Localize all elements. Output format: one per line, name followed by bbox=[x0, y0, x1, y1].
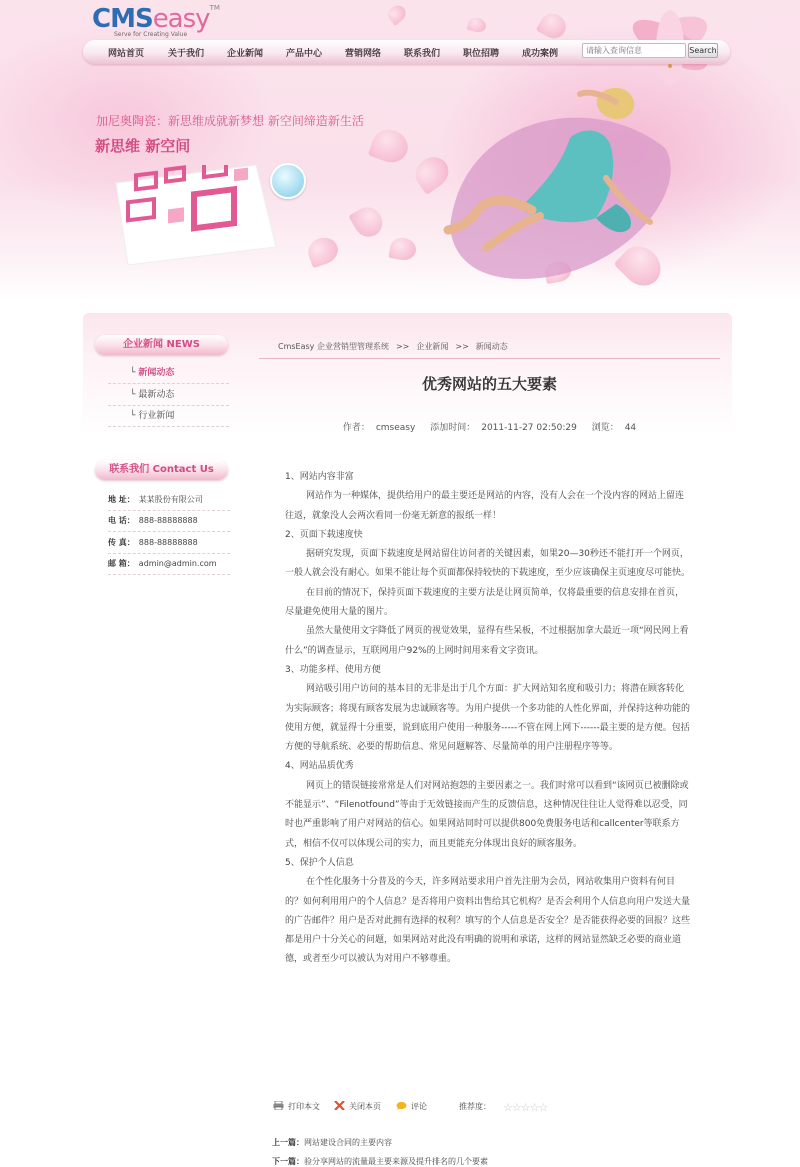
sidebar-item-latest[interactable]: └ 最新动态 bbox=[108, 385, 229, 406]
petal-decoration bbox=[466, 16, 487, 34]
article-views: 44 bbox=[624, 423, 637, 433]
contact-address: 地 址： 某某股份有限公司 bbox=[108, 489, 230, 511]
article-paragraph: 网站吸引用户访问的基本目的无非是出于几个方面：扩大网站知名度和吸引力；将潜在顾客转化为实际顾客；将现有顾客发展为忠诚顾客等。为用户提供一个多功能的人性化界面，并保持这种功能的使用方便，就显得十分重要，说到底用户使用一种服务-----不管在网上网下------最主要的是方便。包括方便的导航系统、必要的帮助信息、常见问题解答、尽量简单的用户注册程序等等。 bbox=[285, 684, 691, 753]
contact-phone: 电 话： 888-88888888 bbox=[108, 510, 230, 532]
article-paragraph: 在目前的情况下，保持页面下载速度的主要方法是让网页简单，仅将最重要的信息安排在首页，尽量避免使用大量的图片。 bbox=[285, 587, 685, 618]
search-input[interactable] bbox=[582, 43, 686, 58]
article-paragraph: 在个性化服务十分普及的今天，许多网站要求用户首先注册为会员，网站收集用户资料有何目的？如何利用用户的个人信息？是否将用户资料出售给其它机构？是否会利用个人信息向用户发送大量的广告邮件？用户是否对此拥有选择的权利？填写的个人信息是否安全？是否能获得必要的回报？这些都是用户十分关心的问题，如果网站对此没有明确的说明和承诺，这样的网站显然缺乏必要的商业道德，或者至少可以被认为对用户不够尊重。 bbox=[285, 877, 691, 965]
article-meta: 作者： cmseasy 添加时间： 2011-11-27 02:50:29 浏览： 44 bbox=[342, 423, 637, 433]
model-woman-image bbox=[420, 78, 680, 288]
breadcrumb: CmsEasy 企业营销型管理系统 >> 企业新闻 >> 新闻动态 bbox=[278, 342, 508, 351]
nav-products[interactable]: 产品中心 bbox=[286, 49, 323, 59]
article-section-heading: 2、页面下载速度快 bbox=[285, 529, 363, 540]
article-paragraph: 虽然大量使用文字降低了网页的视觉效果，显得有些呆板，不过根据加拿大最近一项“网民网上看什么”的调查显示，互联网用户92%的上网时间用来看文字资讯。 bbox=[285, 626, 689, 656]
article-section-heading: 1、网站内容非富 bbox=[285, 472, 354, 482]
petal-decoration bbox=[368, 125, 413, 167]
petal-decoration bbox=[385, 2, 409, 26]
tree-branch-icon: └ bbox=[130, 411, 136, 421]
news-section-header: 企业新闻 NEWS bbox=[95, 335, 228, 355]
rating-label: 推荐度： bbox=[459, 1102, 491, 1111]
comment-icon bbox=[396, 1101, 407, 1110]
sidebar-item-news-updates[interactable]: └ 新闻动态 bbox=[108, 363, 229, 384]
nav-home[interactable]: 网站首页 bbox=[108, 49, 145, 59]
contact-email: 邮 箱： admin@admin.com bbox=[108, 553, 230, 575]
petal-decoration bbox=[304, 234, 341, 269]
breadcrumb-current[interactable]: 新闻动态 bbox=[475, 342, 508, 351]
close-page-link[interactable]: 关闭本页 bbox=[334, 1101, 381, 1112]
nav-network[interactable]: 营销网络 bbox=[345, 49, 382, 59]
contact-section-header: 联系我们 Contact Us bbox=[95, 460, 228, 480]
ceramic-tile-image bbox=[106, 165, 276, 265]
petal-decoration bbox=[388, 236, 417, 262]
article-paragraph: 据研究发现，页面下载速度是网站留住访问者的关键因素，如果20—30秒还不能打开一个网页，一般人就会没有耐心。如果不能让每个页面都保持较快的下载速度，至少应该确保主页速度尽可能快。 bbox=[285, 549, 691, 579]
article-author: cmseasy bbox=[375, 423, 416, 433]
search-button[interactable]: Search bbox=[688, 43, 718, 58]
nav-about[interactable]: 关于我们 bbox=[168, 49, 205, 59]
nav-jobs[interactable]: 职位招聘 bbox=[463, 49, 500, 59]
rating-stars[interactable] bbox=[503, 1101, 547, 1114]
banner-title: 新思维 新空间 bbox=[95, 137, 191, 155]
printer-icon bbox=[273, 1101, 284, 1110]
rating-star-icon[interactable]: ☆ bbox=[520, 1101, 530, 1114]
previous-article-link[interactable]: 上一篇：网站建设合同的主要内容 bbox=[272, 1138, 392, 1147]
article-paragraph: 网站作为一种媒体，提供给用户的最主要还是网站的内容，没有人会在一个没内容的网站上留连往返，就象没人会两次看同一份毫无新意的报纸一样！ bbox=[285, 491, 685, 521]
tree-branch-icon: └ bbox=[130, 368, 136, 378]
petal-decoration bbox=[348, 202, 387, 242]
contact-fax: 传 真： 888-88888888 bbox=[108, 532, 230, 554]
banner-slogan: 加尼奥陶瓷：新思维成就新梦想 新空间缔造新生活 bbox=[96, 114, 364, 128]
article-section-heading: 3、功能多样、使用方便 bbox=[285, 664, 381, 675]
petal-decoration bbox=[536, 9, 571, 43]
nav-cases[interactable]: 成功案例 bbox=[522, 49, 559, 59]
rating-star-icon[interactable]: ☆ bbox=[538, 1101, 548, 1114]
article-paragraph: 网页上的错误链接常常是人们对网站抱怨的主要因素之一。我们时常可以看到“该网页已被删除或不能显示”、“Filenotfound”等由于无效链接而产生的反馈信息，这种情况往往让人觉得难以忍受，同时也严重影响了用户对网站的信心。如果网站同时可以提供800免费服务电话和callcenter等联系方式，相信不仅可以体现公司的实力，而且更能充分体现出良好的顾客服务。 bbox=[285, 780, 689, 849]
article-title: 优秀网站的五大要素 bbox=[421, 375, 557, 393]
breadcrumb-divider bbox=[259, 358, 720, 359]
breadcrumb-home[interactable]: CmsEasy 企业营销型管理系统 bbox=[278, 342, 389, 351]
tree-branch-icon: └ bbox=[130, 390, 136, 400]
header-banner bbox=[0, 0, 800, 300]
comment-link[interactable]: 评论 bbox=[396, 1101, 427, 1112]
breadcrumb-news[interactable]: 企业新闻 bbox=[416, 342, 449, 351]
print-link[interactable]: 打印本文 bbox=[273, 1101, 320, 1112]
article-section-heading: 5、保护个人信息 bbox=[285, 857, 354, 868]
close-icon bbox=[334, 1101, 345, 1110]
cmseasy-logo[interactable]: CMSeasy™ Serve for Creating Value bbox=[92, 4, 220, 38]
article-section-heading: 4、网站品质优秀 bbox=[285, 761, 354, 772]
next-article-link[interactable]: 下一篇：验分享网站的流量最主要来源及提升排名的几个要素 bbox=[272, 1157, 488, 1166]
nav-news[interactable]: 企业新闻 bbox=[227, 49, 264, 59]
nav-contact[interactable]: 联系我们 bbox=[404, 49, 441, 59]
rating-star-icon[interactable]: ☆ bbox=[511, 1101, 521, 1114]
sidebar-item-industry[interactable]: └ 行业新闻 bbox=[108, 406, 229, 427]
showcase-badge bbox=[270, 163, 306, 199]
logo-slogan: Serve for Creating Value bbox=[114, 31, 188, 38]
article-time: 2011-11-27 02:50:29 bbox=[481, 423, 577, 433]
rating-star-icon[interactable]: ☆ bbox=[529, 1101, 539, 1114]
rating-star-icon[interactable]: ☆ bbox=[503, 1101, 512, 1114]
article-body bbox=[285, 468, 691, 970]
